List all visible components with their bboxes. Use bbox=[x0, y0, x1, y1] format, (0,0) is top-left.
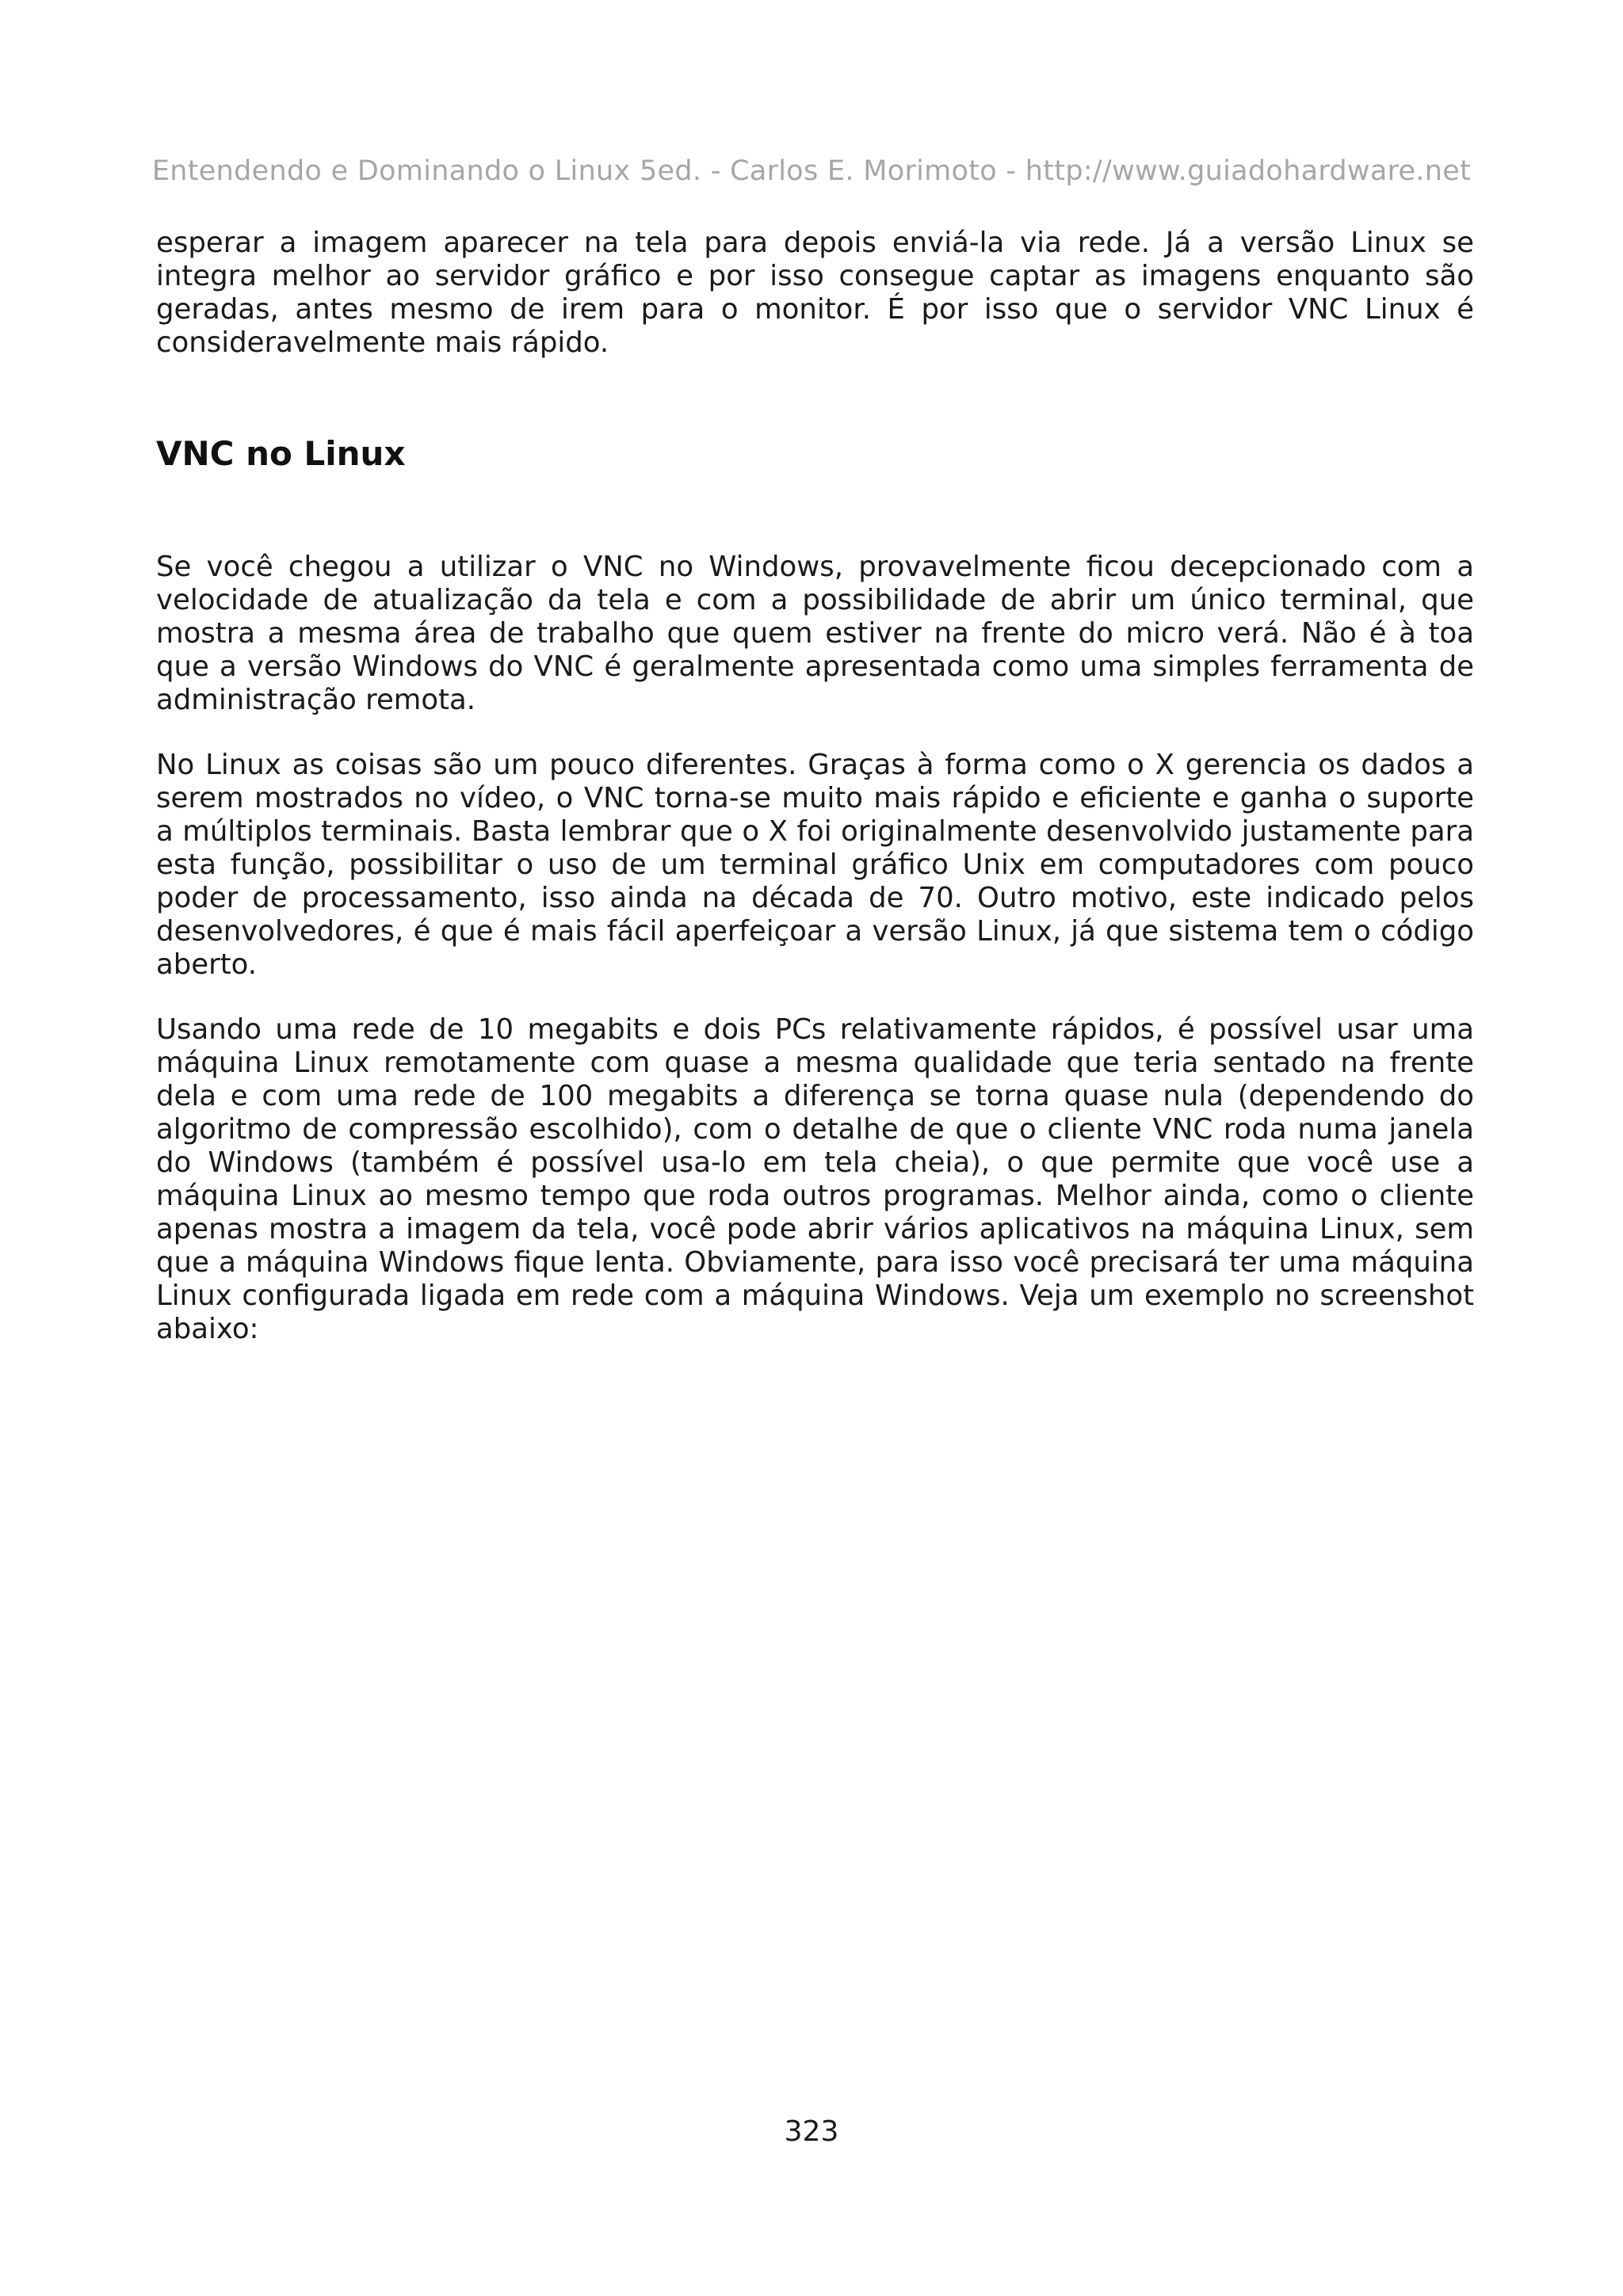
page-number: 323 bbox=[784, 2115, 839, 2148]
body-paragraph-3: Usando uma rede de 10 megabits e dois PCs relativamente rápidos, é possível usar uma máquina Linux remotamente com quase a mesma qualidade que teria sentado na frente dela e com uma rede de 100 megabits a diferença se torna quase nula (dependendo do algoritmo de compressão escolhido), com o detalhe de que o cliente VNC roda numa janela do Windows (também é possível usa-lo em tela cheia), o que permite que você use a máquina Linux ao mesmo tempo que roda outros programas. Melhor ainda, como o cliente apenas mostra a imagem da tela, você pode abrir vários aplicativos na máquina Linux, sem que a máquina Windows fique lenta. Obviamente, para isso você precisará ter uma máquina Linux configurada ligada em rede com a máquina Windows. Veja um exemplo no screenshot abaixo: bbox=[156, 1013, 1474, 1345]
body-paragraph-2: No Linux as coisas são um pouco diferentes. Graças à forma como o X gerencia os dados a serem mostrados no vídeo, o VNC torna-se muito mais rápido e eficiente e ganha o suporte a múltiplos terminais. Basta lembrar que o X foi originalmente desenvolvido justamente para esta função, possibilitar o uso de um terminal gráfico Unix em computadores com pouco poder de processamento, isso ainda na década de 70. Outro motivo, este indicado pelos desenvolvedores, é que é mais fácil aperfeiçoar a versão Linux, já que sistema tem o código aberto. bbox=[156, 749, 1474, 981]
running-header: Entendendo e Dominando o Linux 5ed. - Carlos E. Morimoto - http://www.guiadohardware.net bbox=[151, 155, 1472, 187]
section-heading: VNC no Linux bbox=[156, 434, 406, 473]
page-content bbox=[156, 227, 1474, 1346]
intro-paragraph: esperar a imagem aparecer na tela para depois enviá-la via rede. Já a versão Linux se integra melhor ao servidor gráfico e por isso consegue captar as imagens enquanto são geradas, antes mesmo de irem para o monitor. É por isso que o servidor VNC Linux é consideravelmente mais rápido. bbox=[156, 227, 1474, 359]
body-paragraph-1: Se você chegou a utilizar o VNC no Windows, provavelmente ficou decepcionado com a velocidade de atualização da tela e com a possibilidade de abrir um único terminal, que mostra a mesma área de trabalho que quem estiver na frente do micro verá. Não é à toa que a versão Windows do VNC é geralmente apresentada como uma simples ferramenta de administração remota. bbox=[156, 551, 1474, 716]
